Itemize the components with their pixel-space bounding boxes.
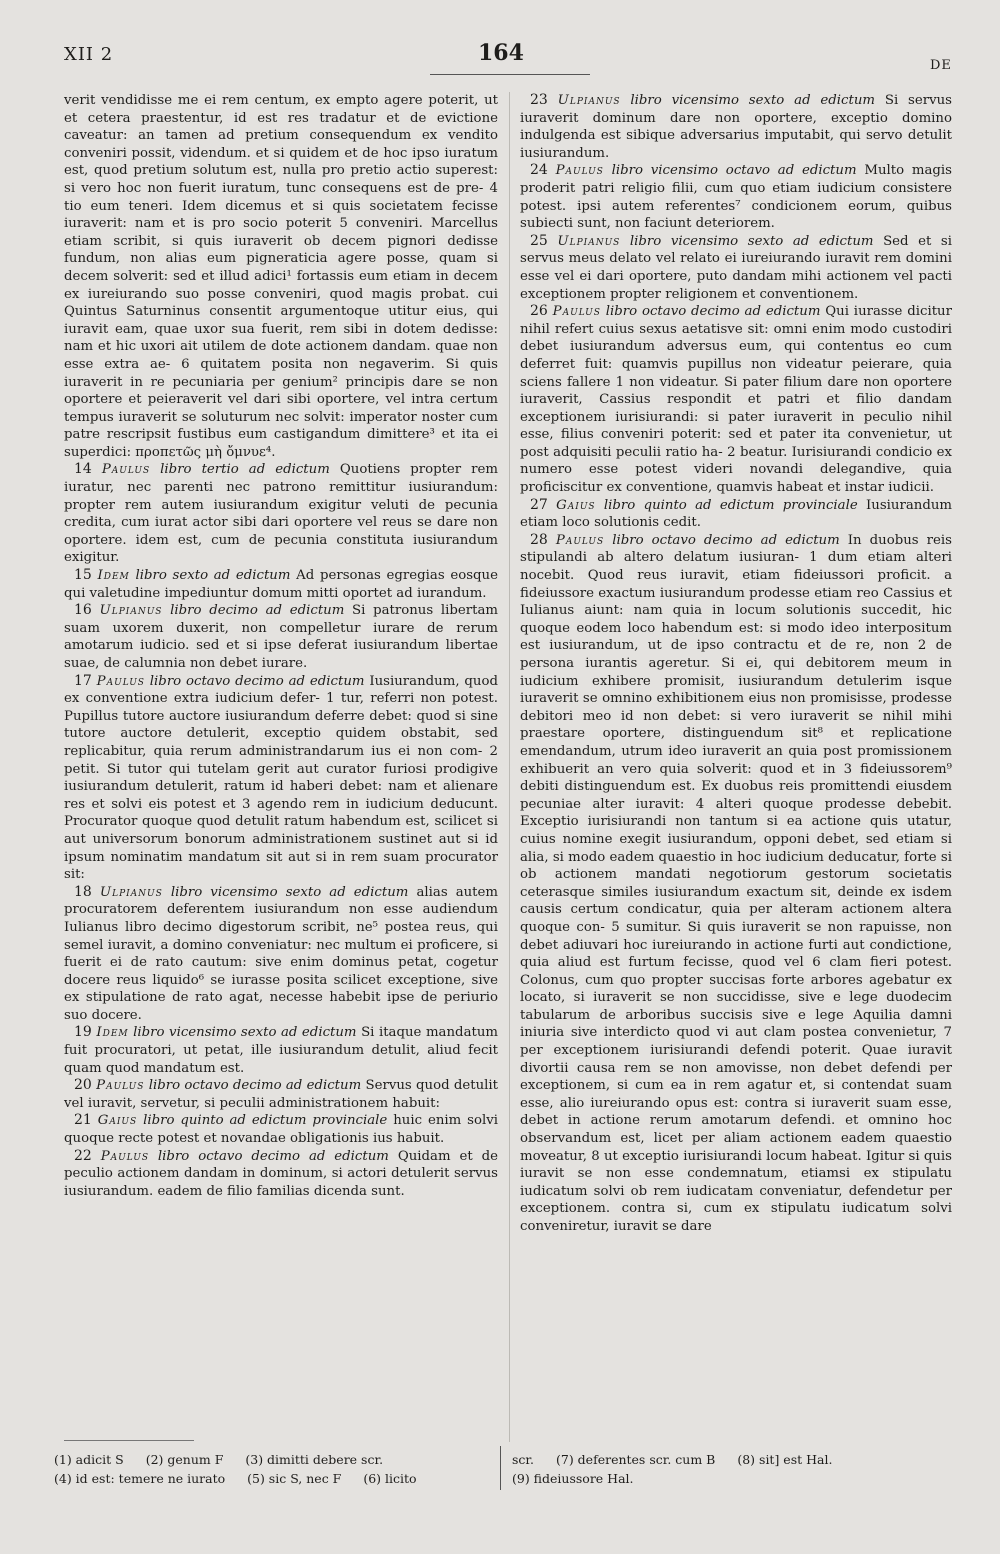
section-number: 20 — [74, 1077, 92, 1094]
running-head: DE — [930, 58, 952, 73]
footnotes-right — [512, 1450, 952, 1488]
column-divider — [509, 92, 510, 1442]
section-17 — [64, 673, 498, 884]
page-header — [0, 40, 1000, 80]
footnote: scr. — [512, 1452, 534, 1467]
section-heading: libro tertio ad edictum — [160, 462, 330, 478]
section-heading: libro sexto ad edictum — [135, 568, 291, 584]
section-author: Ulpianus — [557, 93, 621, 108]
header-rule — [430, 74, 590, 75]
section-author: Paulus — [96, 1078, 145, 1094]
footnote-row — [54, 1450, 494, 1469]
section-heading: libro vicensimo sexto ad edictum — [170, 884, 409, 900]
section-text: Si itaque mandatum fuit procuratori, ut petat, ille iusiurandum detulit, aliud fecit quam quod mandatum est. — [64, 1025, 499, 1076]
section-text: Sed et si servus meus delato vel relato ei iureiurando iuravit rem domini esse vel ei dari oportere, puto dandam mihi actionem vel pacti exceptionem propter religionem et conventionem. — [520, 233, 953, 302]
section-author: Idem — [96, 1025, 129, 1041]
section-heading: libro vicensimo sexto ad edictum — [630, 93, 876, 108]
section-heading: libro vicensimo octavo ad edictum — [611, 163, 857, 179]
footnote: (2) genum F — [145, 1452, 224, 1467]
footnote-row — [512, 1450, 952, 1469]
section-22 — [64, 1148, 498, 1201]
section-text: Quidam et de peculio actionem dandam in dominum, si actori detulerit servus iusiurandum. eadem de filio familias dicenda sunt. — [64, 1148, 498, 1199]
section-19 — [64, 1024, 498, 1077]
section-number: 16 — [74, 602, 92, 619]
section-author: Paulus — [555, 163, 604, 179]
section-number: 23 — [530, 92, 548, 108]
section-text: Ad personas egregias eosque qui valetudine impediuntur domum mitti oportet ad iurandum. — [64, 568, 498, 601]
right-sections — [520, 92, 952, 1236]
section-author: Gaius — [556, 497, 596, 513]
section-number: 19 — [74, 1024, 92, 1041]
footnotes-left — [54, 1450, 494, 1488]
section-number: 22 — [74, 1147, 92, 1164]
section-heading: libro quinto ad edictum provinciale — [143, 1113, 388, 1129]
left-column — [64, 92, 498, 1200]
section-author: Ulpianus — [557, 233, 621, 249]
section-author: Ulpianus — [99, 603, 163, 619]
section-23 — [520, 92, 952, 162]
section-text: Iusiurandum, quod ex conventione extra iudicium defer- 1 tur, referri non potest. Pupillus tutore auctore iusiurandum deferre debet: quod si sine tutore auctore detulerit, exceptio quidem obstabit, sed replicabitur, quia rerum administrandarum ius ei non com- 2 petit. Si tutor qui tutelam gerit aut curator furiosi prodigive iusiurandum detulerit, ratum id haberi debet: nam et alienare res et solvi eis potest et 3 agendo rem in iudicium deducunt. Procurator quoque quod detulit ratum habendum est, scilicet si aut universorum bonorum administrationem sustinet aut si id ipsum nominatim mandatum sit aut si in rem suam procurator sit: — [64, 673, 498, 883]
section-number: 21 — [74, 1112, 92, 1129]
section-heading: libro octavo decimo ad edictum — [605, 304, 821, 320]
section-number: 26 — [530, 303, 548, 320]
footnote-row — [512, 1469, 952, 1488]
right-column — [520, 92, 952, 1236]
section-number: 27 — [530, 496, 548, 513]
section-author: Gaius — [97, 1113, 138, 1129]
section-heading: libro vicensimo sexto ad edictum — [133, 1025, 357, 1041]
section-number: 24 — [530, 162, 548, 179]
section-author: Paulus — [555, 532, 605, 548]
volume-label: XII 2 — [64, 44, 114, 65]
section-20 — [64, 1077, 498, 1112]
section-14 — [64, 461, 498, 567]
section-author: Idem — [97, 568, 130, 584]
section-author: Paulus — [96, 673, 145, 689]
section-text: Servus quod detulit vel iuravit, servetur, si peculii administrationem habuit: — [64, 1078, 499, 1111]
footnote: (5) sic S, nec F — [247, 1471, 342, 1486]
footnote: (7) deferentes scr. cum B — [555, 1452, 716, 1467]
section-26 — [520, 303, 952, 497]
footnote-divider — [500, 1446, 501, 1490]
section-author: Ulpianus — [99, 884, 163, 900]
section-number: 25 — [530, 232, 548, 249]
section-author: Paulus — [101, 462, 151, 478]
footnote-rule — [64, 1440, 194, 1441]
section-15 — [64, 567, 498, 602]
footnote: (6) licito — [363, 1471, 417, 1486]
section-number: 18 — [74, 883, 92, 900]
section-16 — [64, 602, 498, 672]
section-24 — [520, 162, 952, 232]
section-heading: libro decimo ad edictum — [170, 603, 345, 619]
section-text: Multo magis proderit patri religio filii, cum quo etiam iudicium consistere potest. ipsi autem referentes⁷ condicionem eorum, quibus subiecti sunt, non faciunt deteriorem. — [520, 163, 952, 232]
section-heading: libro quinto ad edictum provinciale — [603, 497, 858, 513]
section-text: Iusiurandum etiam loco solutionis cedit. — [520, 497, 953, 531]
section-25 — [520, 233, 952, 303]
section-text: alias autem procuratorem deferentem iusiurandum non esse audiendum Iulianus libro decimo digestorum scribit, ne⁵ postea reus, qui semel iuravit, a domino conveniatur: nec multum ei proficere, si fuerit ei de rato cautum: sive enim dominus petat, cogetur docere reus liquido⁶ se iurasse posita scilicet exceptione, sive ex stipulatione de rato agat, necesse habebit ipse de periurio suo docere. — [64, 884, 499, 1023]
page-number: 164 — [478, 40, 524, 66]
section-heading: libro vicensimo sexto ad edictum — [629, 233, 874, 249]
footnote: (3) dimitti debere scr. — [245, 1452, 384, 1467]
footnote: (1) adicit S — [54, 1452, 124, 1467]
section-text: Si servus iuraverit dominum dare non oportere, exceptio domino indulgenda est sibique adversarius imputabit, qui servo detulit iusiurandum. — [520, 93, 952, 161]
footnote-row — [54, 1469, 494, 1488]
section-21 — [64, 1112, 498, 1147]
section-author: Paulus — [552, 304, 601, 320]
continuation-paragraph: verit vendidisse me ei rem centum, ex empto agere poterit, ut et cetera praestentur, id est res tradatur et de evictione caveatur: an tamen ad pretium consequendum ex vendito conveniri possit, videndum. et si quidem et de hoc ipso iuratum est, quod pretium solutum est, nulla pro pretio actio superest: si vero hoc non fuerit iuratum, tunc consequens est de pre- 4 tio eum teneri. Idem dicemus et si quis societatem fecisse iuraverit: nam et is pro socio poterit 5 conveniri. Marcellus etiam scribit, si quis iuraverit ob decem pignori dedisse fundum, non alias eum pigneraticia agere posse, quam si decem solverit: sed et illud adici¹ fortassis eum etiam in decem ex iureiurando suo posse conveniri, quod magis probat. cui Quintus Saturninus consentit argumentoque utitur eius, qui iuravit eam, quae uxor sua fuerit, rem sibi in dotem dedisse: nam et hic uxori ait utilem de dote actionem dandam. quae non esse extra ae- 6 quitatem posita non negaverim. Si quis iuraverit in re pecuniaria per genium² principis dare se non oportere et peieraverit vel dari sibi oportere, vel intra certum tempus iuraverit se soluturum nec solvit: imperator noster cum patre rescripsit fustibus eum castigandum dimittere³ et ita ei superdici: προπετῶς μὴ ὄμνυε⁴. — [64, 93, 498, 460]
left-sections — [64, 461, 498, 1200]
section-27 — [520, 497, 952, 532]
footnote: (8) sit] est Hal. — [737, 1452, 833, 1467]
section-number: 17 — [74, 672, 92, 689]
section-heading: libro octavo decimo ad edictum — [148, 1078, 362, 1094]
section-text: Quotiens propter rem iuratur, nec parenti nec patrono remittitur iusiurandum: propter rem autem iusiurandum exigitur veluti de pecunia credita, cum iurat actor sibi dari oportere vel reus se dare non oportere. idem est, cum de pecunia constituta iusiurandum exigitur. — [64, 462, 499, 566]
section-heading: libro octavo decimo ad edictum — [157, 1148, 389, 1164]
section-heading: libro octavo decimo ad edictum — [612, 532, 840, 548]
section-number: 15 — [74, 567, 92, 584]
section-number: 28 — [530, 531, 548, 548]
footnote: (9) fideiussore Hal. — [512, 1471, 634, 1486]
section-author: Paulus — [100, 1148, 150, 1164]
section-28 — [520, 532, 952, 1236]
section-text: huic enim solvi quoque recte potest et novandae obligationis ius habuit. — [64, 1113, 498, 1147]
section-18 — [64, 884, 498, 1025]
footnote: (4) id est: temere ne iurato — [54, 1471, 226, 1486]
section-text: Si patronus libertam suam uxorem duxerit, non compelletur iurare de rerum amotarum iudicio. sed et si ipse deferat iusiurandum libertae suae, de calumnia non debet iurare. — [64, 603, 499, 671]
section-heading: libro octavo decimo ad edictum — [149, 673, 365, 689]
section-number: 14 — [74, 461, 92, 478]
section-text: In duobus reis stipulandi ab altero delatum iusiuran- 1 dum etiam alteri nocebit. Quod reus iuravit, etiam fideiussori proficit. a fideiussore exactum iusiurandum prodesse etiam reo Cassius et Iulianus aiunt: nam quia in locum solutionis succedit, hic quoque eodem loco habendum est: si modo ideo interpositum est iusiurandum, ut de ipso contractu et de re, non 2 de persona iurantis ageretur. Si ei, qui debitorem meum in iudicium exhibere promisit, iusiurandum detulerim isque iuraverit se omnino exhibitionem eius non promisisse, prodesse debitori meo id non debet: si vero iuraverit se nihil mihi praestare oportere, distinguendum sit⁸ et replicatione emendandum, utrum ideo iuraverit an quia post promissionem exhibuerit an vero quia solverit: quod et in 3 fideiussorem⁹ debiti distinguendum est. Ex duobus reis promittendi eiusdem pecuniae alter iuravit: 4 alteri quoque prodesse debebit. Exceptio iurisiurandi non tantum si ea actione quis utatur, cuius nomine exegit iusiurandum, opponi debet, sed etiam si alia, si modo eadem quaestio in hoc iudicium deducatur, forte si ob actionem mandati negotiorum gestorum societatis ceterasque similes iusiurandum exactum sit, deinde ex isdem causis certum condicatur, quia per alteram actionem altera quoque con- 5 sumitur. Si quis iuraverit se non rapuisse, non debet adiuvari hoc iureiurando in actione furti aut condictione, quia aliud est furtum fecisse, quod vel 6 clam fieri potest. Colonus, cum quo propter succisas forte arbores agebatur ex locato, si iuraverit se non succidisse, sive e lege duodecim tabularum de arboribus succisis sive e lege Aquilia damni iniuria sive interdicto quod vi aut clam postea convenietur, 7 per exceptionem iurisiurandi defendi poterit. Quae iuravit divortii causa rem se non amovisse, non debet defendi per exceptionem, si cum ea in rem agatur et, si contendat suam esse, alio iureiurando opus est: contra si iuraverit suam esse, debet in actione rerum amotarum defendi. et omnino hoc observandum est, licet per aliam actionem eadem quaestio moveatur, 8 ut exceptio iurisiurandi locum habeat. Igitur si quis iuravit se non esse condemnatum, etiamsi ex stipulatu iudicatum solvi ob rem iudicatam conveniatur, defendetur per exceptionem. contra si, cum ex stipulatu iudicatum solvi conveniretur, iuravit se dare — [520, 532, 952, 1234]
section-text: Qui iurasse dicitur nihil refert cuius sexus aetatisve sit: omni enim modo custodiri debet iusiurandum adversus eum, qui contentus eo cum deferret fuit: quamvis pupillus non videatur peierare, quia sciens fallere 1 non videatur. Si pater filium dare non oportere iuraverit, Cassius respondit et patri et filio dandam exceptionem iurisiurandi: si pater iuraverit in peculio nihil esse, filius conveniri poterit: sed et pater ita convenietur, ut post adquisiti peculii ratio ha- 2 beatur. Iurisiurandi condicio ex numero esse potest videri novandi delegandive, quia proficiscitur ex conventione, quamvis habeat et instar iudicii. — [520, 304, 952, 496]
